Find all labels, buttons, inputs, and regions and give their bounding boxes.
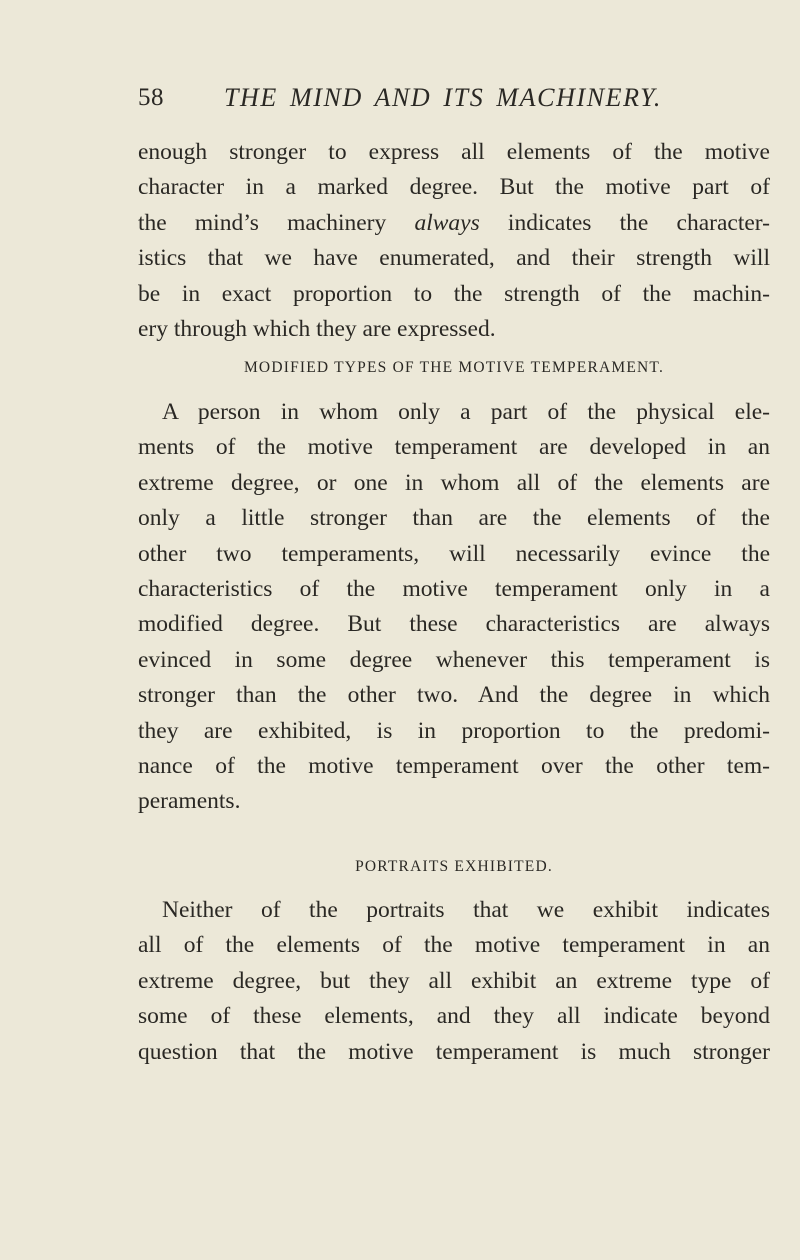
text-segment: indicates the character- xyxy=(479,209,770,236)
text-line: modified degree. But these characteristics are always xyxy=(138,611,770,638)
text-line: peraments. xyxy=(138,788,241,815)
text-line: they are exhibited, is in proportion to the predomi- xyxy=(138,717,770,744)
text-line: enough stronger to express all elements of the motive xyxy=(138,139,770,165)
text-line: extreme degree, or one in whom all of the elements are xyxy=(138,469,770,496)
text-line: question that the motive temperament is much stronger xyxy=(138,1038,770,1065)
text-line: only a little stronger than are the elements of the xyxy=(138,505,770,532)
text-line: characteristics of the motive temperament only in a xyxy=(138,575,770,602)
running-title: THE MIND AND ITS MACHINERY. xyxy=(224,83,662,112)
emphasized-word: always xyxy=(414,209,480,236)
text-line: some of these elements, and they all indicate beyond xyxy=(138,1003,770,1030)
text-line: other two temperaments, will necessarily evince the xyxy=(138,540,770,567)
text-line: be in exact proportion to the strength of the machin- xyxy=(138,280,770,307)
section-heading-modified-types: MODIFIED TYPES OF THE MOTIVE TEMPERAMENT. xyxy=(243,359,665,376)
text-line-with-emphasis xyxy=(138,206,770,241)
text-line: all of the elements of the motive temperament in an xyxy=(138,932,770,959)
text-line: ments of the motive temperament are developed in an xyxy=(138,434,770,461)
text-line: Neither of the portraits that we exhibit indicates xyxy=(162,897,770,923)
running-header xyxy=(138,78,698,118)
text-line: istics that we have enumerated, and their strength will xyxy=(138,245,770,272)
text-line: nance of the motive temperament over the other tem- xyxy=(138,752,770,779)
text-line: evinced in some degree whenever this temperament is xyxy=(138,646,770,673)
text-line: ery through which they are expressed. xyxy=(138,315,496,342)
section-heading-portraits: PORTRAITS EXHIBITED. xyxy=(355,858,553,875)
page-number: 58 xyxy=(138,84,164,111)
paragraph-continuation xyxy=(138,135,770,347)
text-line: A person in whom only a part of the physical ele- xyxy=(162,399,770,425)
text-segment: the mind’s machinery xyxy=(138,209,415,236)
text-line: extreme degree, but they all exhibit an extreme type of xyxy=(138,967,770,994)
paragraph-modified-types xyxy=(138,395,770,820)
paragraph-portraits xyxy=(138,893,770,1070)
text-line: stronger than the other two. And the degree in which xyxy=(138,682,770,709)
text-line: character in a marked degree. But the motive part of xyxy=(138,174,770,201)
